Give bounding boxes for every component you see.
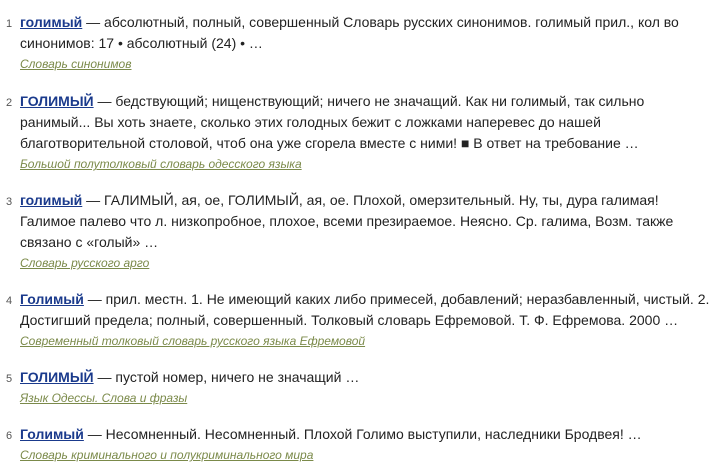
result-term-link[interactable]: голимый — [20, 14, 83, 30]
result-term-link[interactable]: ГОЛИМЫЙ — [20, 369, 94, 385]
result-definition: — ГАЛИМЫЙ, ая, ое, ГОЛИМЫЙ, ая, ое. Плохой, омерзительный. Ну, ты, дура галимая! Галимое палево что л. низкопробное, плохое, всеми презираемое. Неясно. Ср. галима, Возм. также связано с «голый» … — [20, 192, 674, 250]
result-source-link[interactable]: Словарь русского арго — [20, 256, 150, 270]
result-number: 5 — [6, 373, 13, 385]
result-source-link[interactable]: Язык Одессы. Слова и фразы — [20, 391, 188, 405]
result-number: 2 — [6, 97, 13, 109]
result-number: 6 — [6, 430, 13, 442]
result-entry — [20, 12, 710, 72]
result-entry — [20, 367, 710, 406]
result-source-link[interactable]: Словарь синонимов — [20, 57, 132, 71]
result-definition: — абсолютный, полный, совершенный Словарь русских синонимов. голимый прил., кол во синонимов: 17 • абсолютный (24) • … — [20, 14, 679, 51]
result-source-link[interactable]: Современный толковый словарь русского языка Ефремовой — [20, 334, 366, 348]
result-entry — [20, 289, 710, 349]
result-entry — [20, 190, 710, 271]
result-term-link[interactable]: ГОЛИМЫЙ — [20, 93, 94, 109]
result-entry — [20, 91, 710, 172]
result-definition: — прил. местн. 1. Не имеющий каких либо примесей, добавлений; неразбавленный, чистый. 2. Достигший предела; полный, совершенный. Толковый словарь Ефремовой. Т. Ф. Ефремова. 2000 … — [20, 291, 710, 328]
result-entry — [20, 424, 710, 463]
result-number: 3 — [6, 196, 13, 208]
result-number: 4 — [6, 295, 13, 307]
result-definition: — бедствующий; нищенствующий; ничего не значащий. Как ни голимый, так сильно ранимый... Вы хоть знаете, сколько этих голодных бежит с ложками наперевес до нашей благотворительной столовой, чтоб она уже сгорела вместе с ними! ■ В ответ на требование … — [20, 93, 645, 151]
result-number: 1 — [6, 18, 13, 30]
result-term-link[interactable]: голимый — [20, 192, 83, 208]
result-source-link[interactable]: Словарь криминального и полукриминального мира — [20, 448, 314, 462]
result-term-link[interactable]: Голимый — [20, 426, 84, 442]
result-definition: — Несомненный. Несомненный. Плохой Голимо выступили, наследники Бродвея! … — [83, 426, 642, 442]
result-definition: — пустой номер, ничего не значащий … — [93, 369, 360, 385]
result-term-link[interactable]: Голимый — [20, 291, 84, 307]
result-source-link[interactable]: Большой полутолковый словарь одесского языка — [20, 157, 302, 171]
